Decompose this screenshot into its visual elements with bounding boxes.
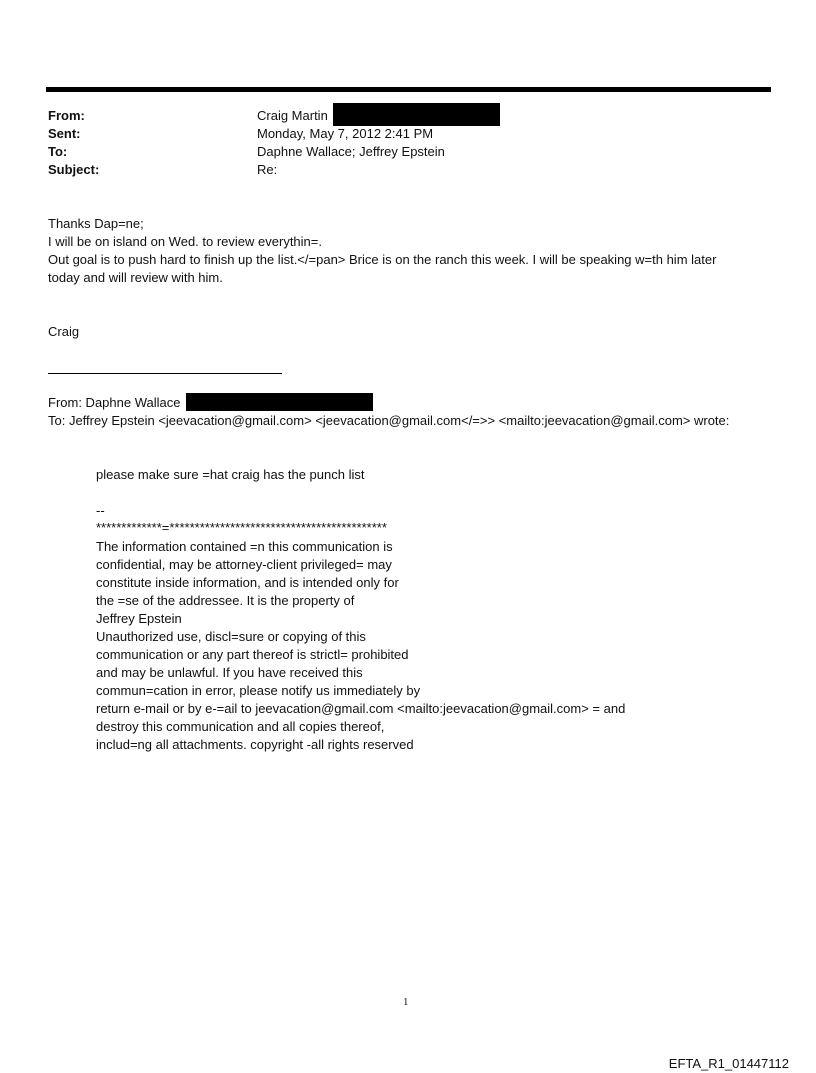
subject-label: Subject: [48,162,100,177]
signature-dash: -- [96,503,105,518]
redaction-box [333,103,500,126]
page-number: 1 [403,996,409,1008]
from-label: From: [48,108,85,123]
body-line: today and will review with him. [48,270,223,285]
body-line: Thanks Dap=ne; [48,216,144,231]
body-line: Out goal is to push hard to finish up the list.</=pan> Brice is on the ranch this week. I will be speaking w=th him later [48,252,717,267]
stars-line: *************=******************************************* [96,520,387,535]
disclaimer-line: and may be unlawful. If you have received this [96,665,363,680]
disclaimer-line: confidential, may be attorney-client privileged= may [96,557,392,572]
disclaimer-line: commun=cation in error, please notify us immediately by [96,683,421,698]
body-line: I will be on island on Wed. to review everythin=. [48,234,322,249]
disclaimer-line: the =se of the addressee. It is the property of [96,593,355,608]
to-label: To: [48,144,68,159]
disclaimer-line: return e-mail or by e-=ail to jeevacation@gmail.com <mailto:jeevacation@gmail.com> = and [96,701,626,716]
quoted-message: please make sure =hat craig has the punch list [96,467,365,482]
from-name: Craig Martin [257,108,328,123]
disclaimer-line: includ=ng all attachments. copyright -all rights reserved [96,737,414,752]
to-value: Daphne Wallace; Jeffrey Epstein [257,144,445,159]
disclaimer-line: The information contained =n this communication is [96,539,393,554]
separator-line [48,373,282,374]
sent-label: Sent: [48,126,81,141]
redaction-box [186,393,373,411]
header-rule [46,87,771,92]
document-id: EFTA_R1_01447112 [668,1056,789,1071]
forwarded-from-text: From: Daphne Wallace [48,395,181,410]
disclaimer-line: Unauthorized use, discl=sure or copying of this [96,629,366,644]
disclaimer-line: communication or any part thereof is strictl= prohibited [96,647,409,662]
forwarded-from [48,394,373,412]
disclaimer-line: Jeffrey Epstein [96,611,182,626]
sent-value: Monday, May 7, 2012 2:41 PM [257,126,434,141]
subject-value: Re: [257,162,278,177]
forwarded-to: To: Jeffrey Epstein <jeevacation@gmail.com> <jeevacation@gmail.com</=>> <mailto:jeevacation@gmail.com> wrote: [48,413,730,428]
disclaimer-line: constitute inside information, and is intended only for [96,575,399,590]
signature: Craig [48,324,80,339]
disclaimer-line: destroy this communication and all copies thereof, [96,719,385,734]
from-value [257,107,500,126]
